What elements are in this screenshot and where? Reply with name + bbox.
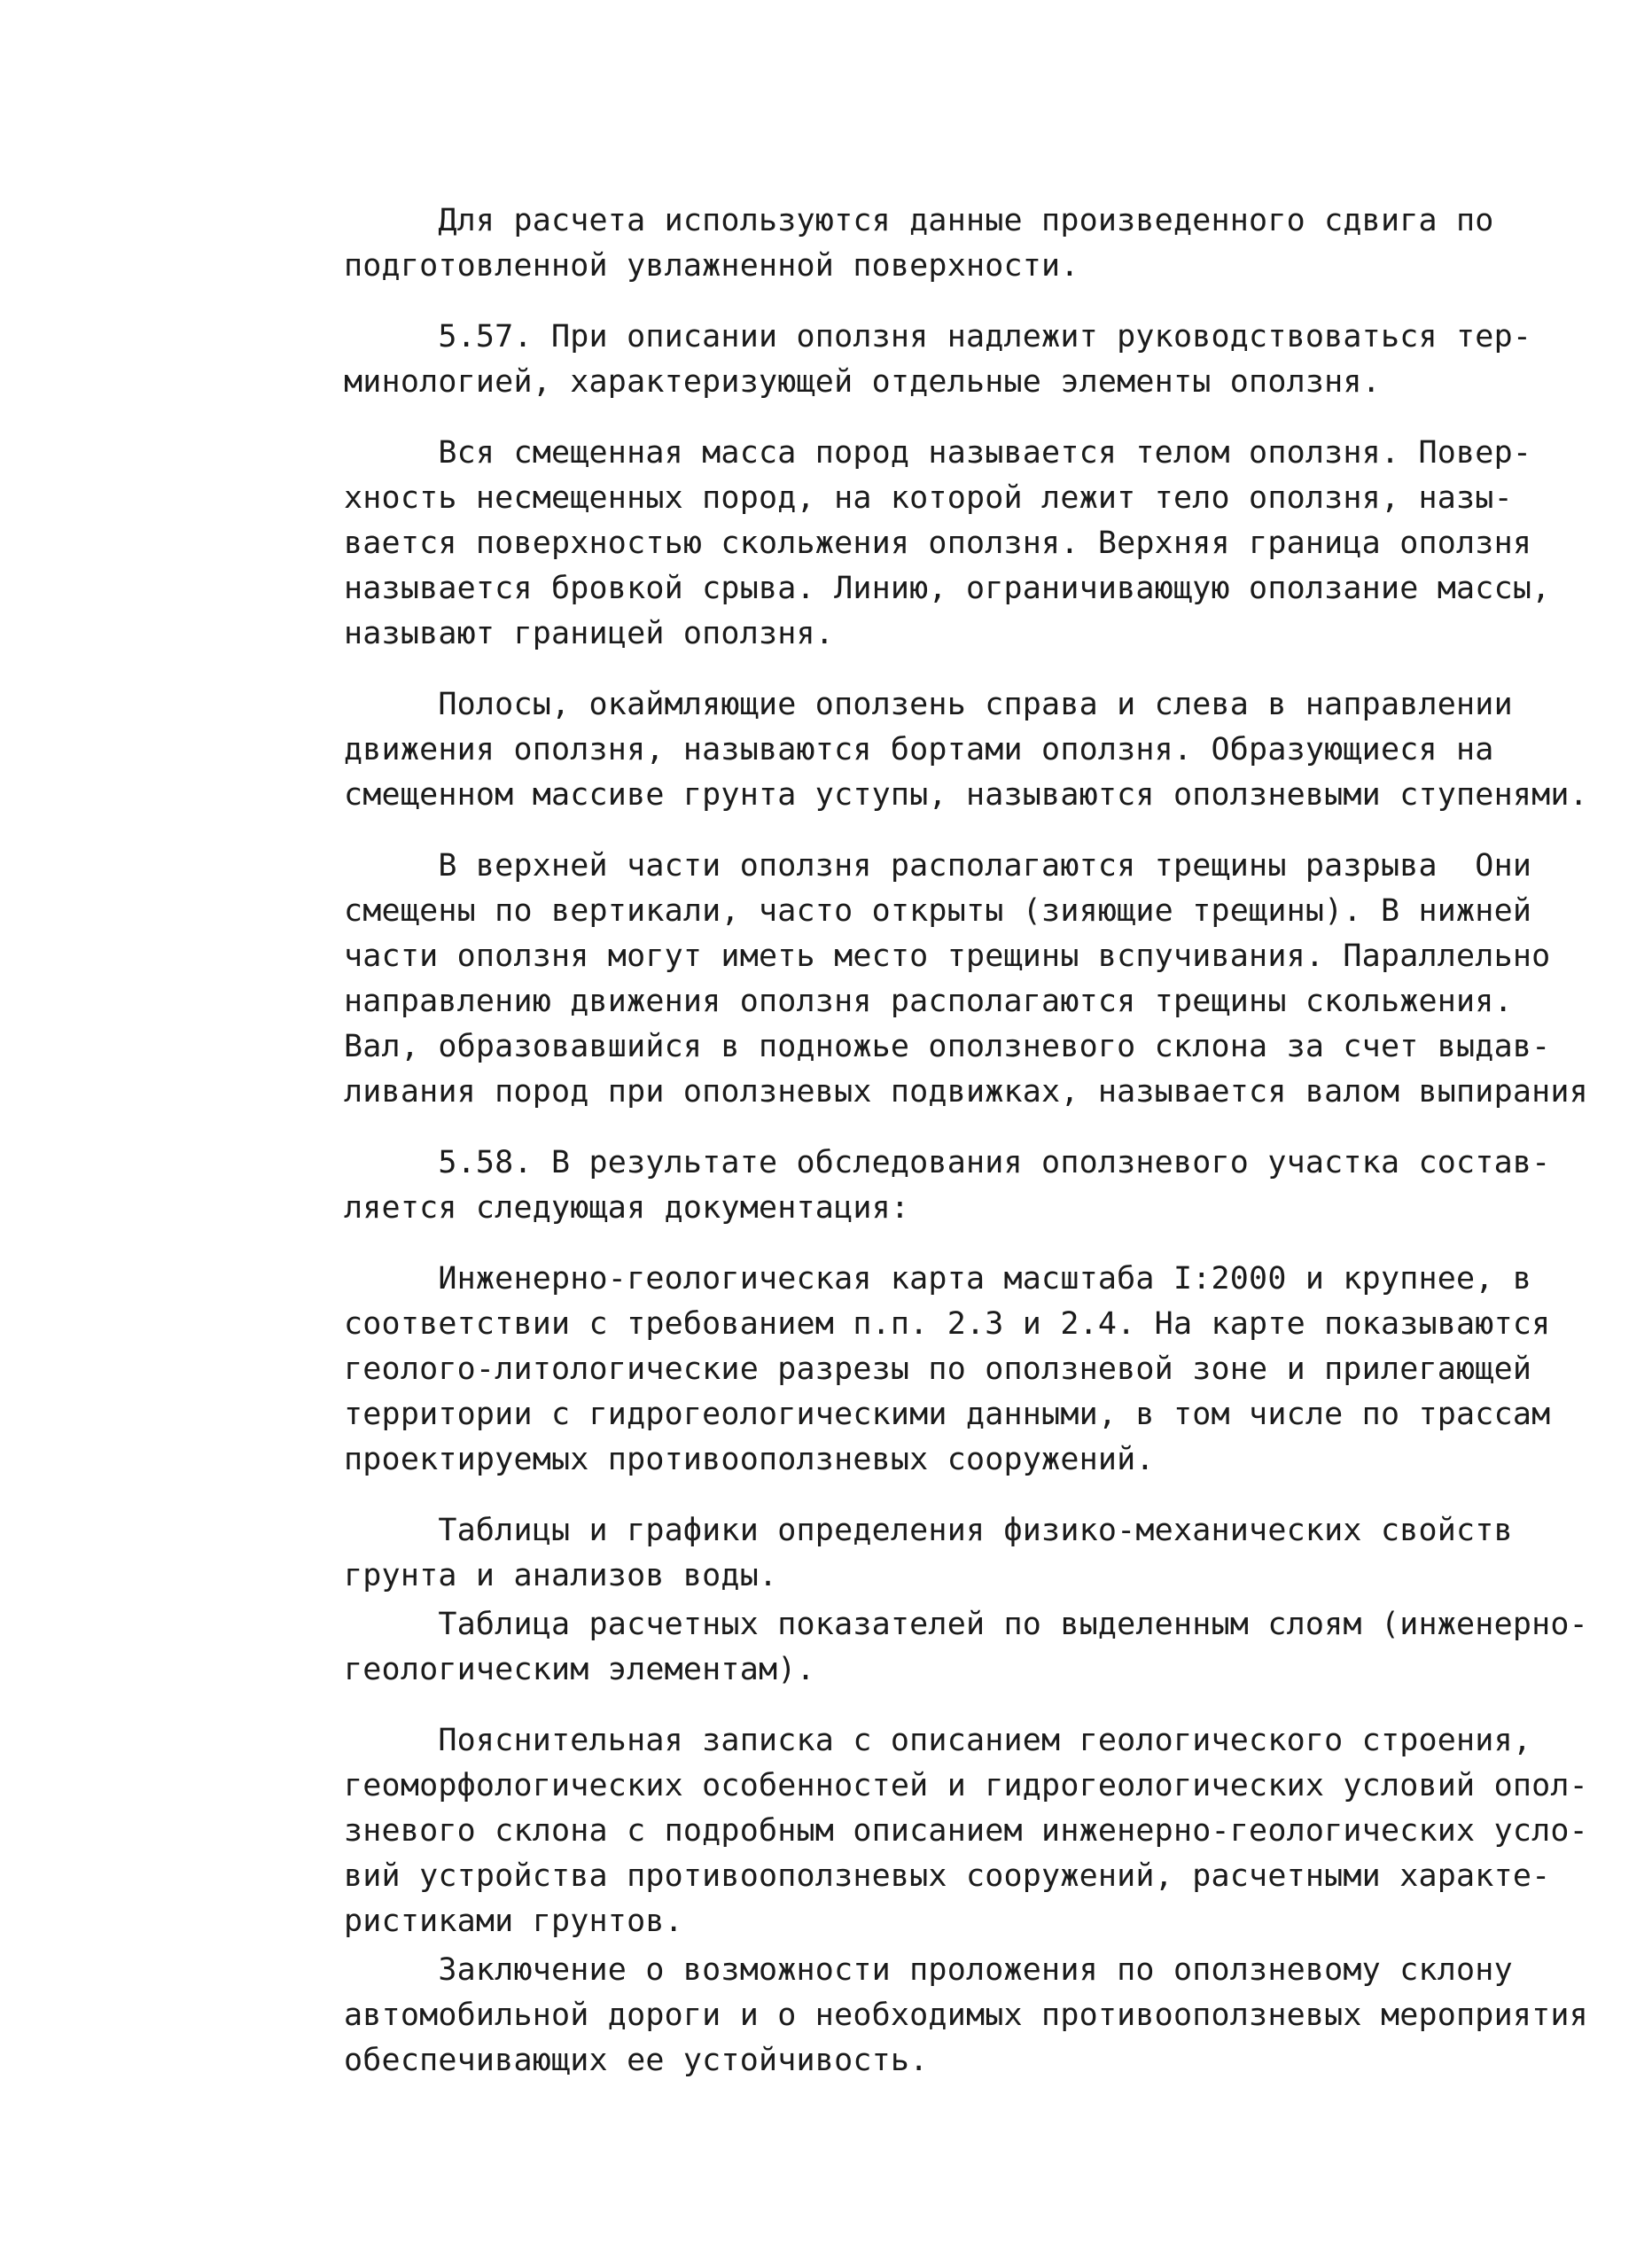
text-line: обеспечивающих ее устойчивость. — [344, 2043, 929, 2078]
text-line: ливания пород при оползневых подвижках, называется валом выпирания — [344, 1074, 1588, 1110]
paragraph-tables-graphs — [344, 1508, 1602, 1599]
paragraph-explanatory-note — [344, 1718, 1602, 1944]
text-line: Заключение о возможности проложения по оползневому склону — [344, 1952, 1513, 1988]
text-line: вается поверхностью скольжения оползня. Верхняя граница оползня — [344, 526, 1532, 561]
paragraph-conclusion — [344, 1948, 1602, 2083]
text-line: ляется следующая документация: — [344, 1190, 910, 1226]
text-line: Вся смещенная масса пород называется телом оползня. Повер- — [344, 435, 1532, 471]
text-line: ристиками грунтов. — [344, 1904, 683, 1939]
text-line: зневого склона с подробным описанием инженерно-геологических усло- — [344, 1813, 1588, 1849]
text-line: движения оползня, называются бортами оползня. Образующиеся на — [344, 732, 1494, 767]
text-line: проектируемых противооползневых сооружений. — [344, 1442, 1155, 1477]
text-line: смещены по вертикали, часто открыты (зияющие трещины). В нижней — [344, 893, 1532, 929]
text-line: геоморфологических особенностей и гидрогеологических условий опол- — [344, 1768, 1588, 1803]
text-line: соответствии с требованием п.п. 2.3 и 2.4. На карте показываются — [344, 1306, 1551, 1342]
text-line: геолого-литологические разрезы по оползневой зоне и прилегающей — [344, 1351, 1532, 1387]
text-line: Пояснительная записка с описанием геологического строения, — [344, 1723, 1532, 1758]
text-line: части оползня могут иметь место трещины вспучивания. Параллельно — [344, 938, 1551, 974]
paragraph-landslide-sides — [344, 682, 1602, 818]
document-body — [344, 199, 1602, 2083]
text-line: называют границей оползня. — [344, 616, 835, 651]
text-line: Полосы, окаймляющие оползень справа и слева в направлении — [344, 687, 1513, 722]
text-line: Таблица расчетных показателей по выделенным слоям (инженерно- — [344, 1607, 1588, 1642]
paragraph-shear-data — [344, 199, 1602, 289]
text-line: 5.58. В результате обследования оползневого участка состав- — [344, 1145, 1551, 1180]
text-line: 5.57. При описании оползня надлежит руководствоваться тер- — [344, 319, 1532, 354]
paragraph-calculation-table — [344, 1602, 1602, 1693]
text-line: называется бровкой срыва. Линию, ограничивающую оползание массы, — [344, 571, 1551, 606]
text-line: геологическим элементам). — [344, 1652, 815, 1687]
text-line: В верхней части оползня располагаются трещины разрыва Они — [344, 848, 1532, 884]
text-line: смещенном массиве грунта уступы, называются оползневыми ступенями. — [344, 777, 1588, 813]
text-line: Инженерно-геологическая карта масштаба I:2000 и крупнее, в — [344, 1261, 1532, 1297]
text-line: территории с гидрогеологическими данными, в том числе по трассам — [344, 1397, 1551, 1432]
paragraph-5-58 — [344, 1141, 1602, 1231]
text-line: Для расчета используются данные произведенного сдвига по — [344, 203, 1494, 238]
text-line: автомобильной дороги и о необходимых противооползневых мероприятия — [344, 1998, 1588, 2033]
text-line: подготовленной увлажненной поверхности. — [344, 248, 1079, 284]
text-line: Вал, образовавшийся в подножье оползневого склона за счет выдав- — [344, 1029, 1551, 1064]
text-line: вий устройства противооползневых сооружений, расчетными характе- — [344, 1858, 1551, 1894]
text-line: минологией, характеризующей отдельные элементы оползня. — [344, 364, 1381, 400]
paragraph-5-57 — [344, 315, 1602, 405]
paragraph-landslide-body — [344, 431, 1602, 657]
text-line: Таблицы и графики определения физико-механических свойств — [344, 1513, 1513, 1548]
text-line: направлению движения оползня располагаются трещины скольжения. — [344, 984, 1513, 1019]
paragraph-cracks — [344, 844, 1602, 1115]
text-line: грунта и анализов воды. — [344, 1558, 778, 1593]
text-line: хность несмещенных пород, на которой лежит тело оползня, назы- — [344, 480, 1513, 516]
paragraph-geological-map — [344, 1257, 1602, 1483]
